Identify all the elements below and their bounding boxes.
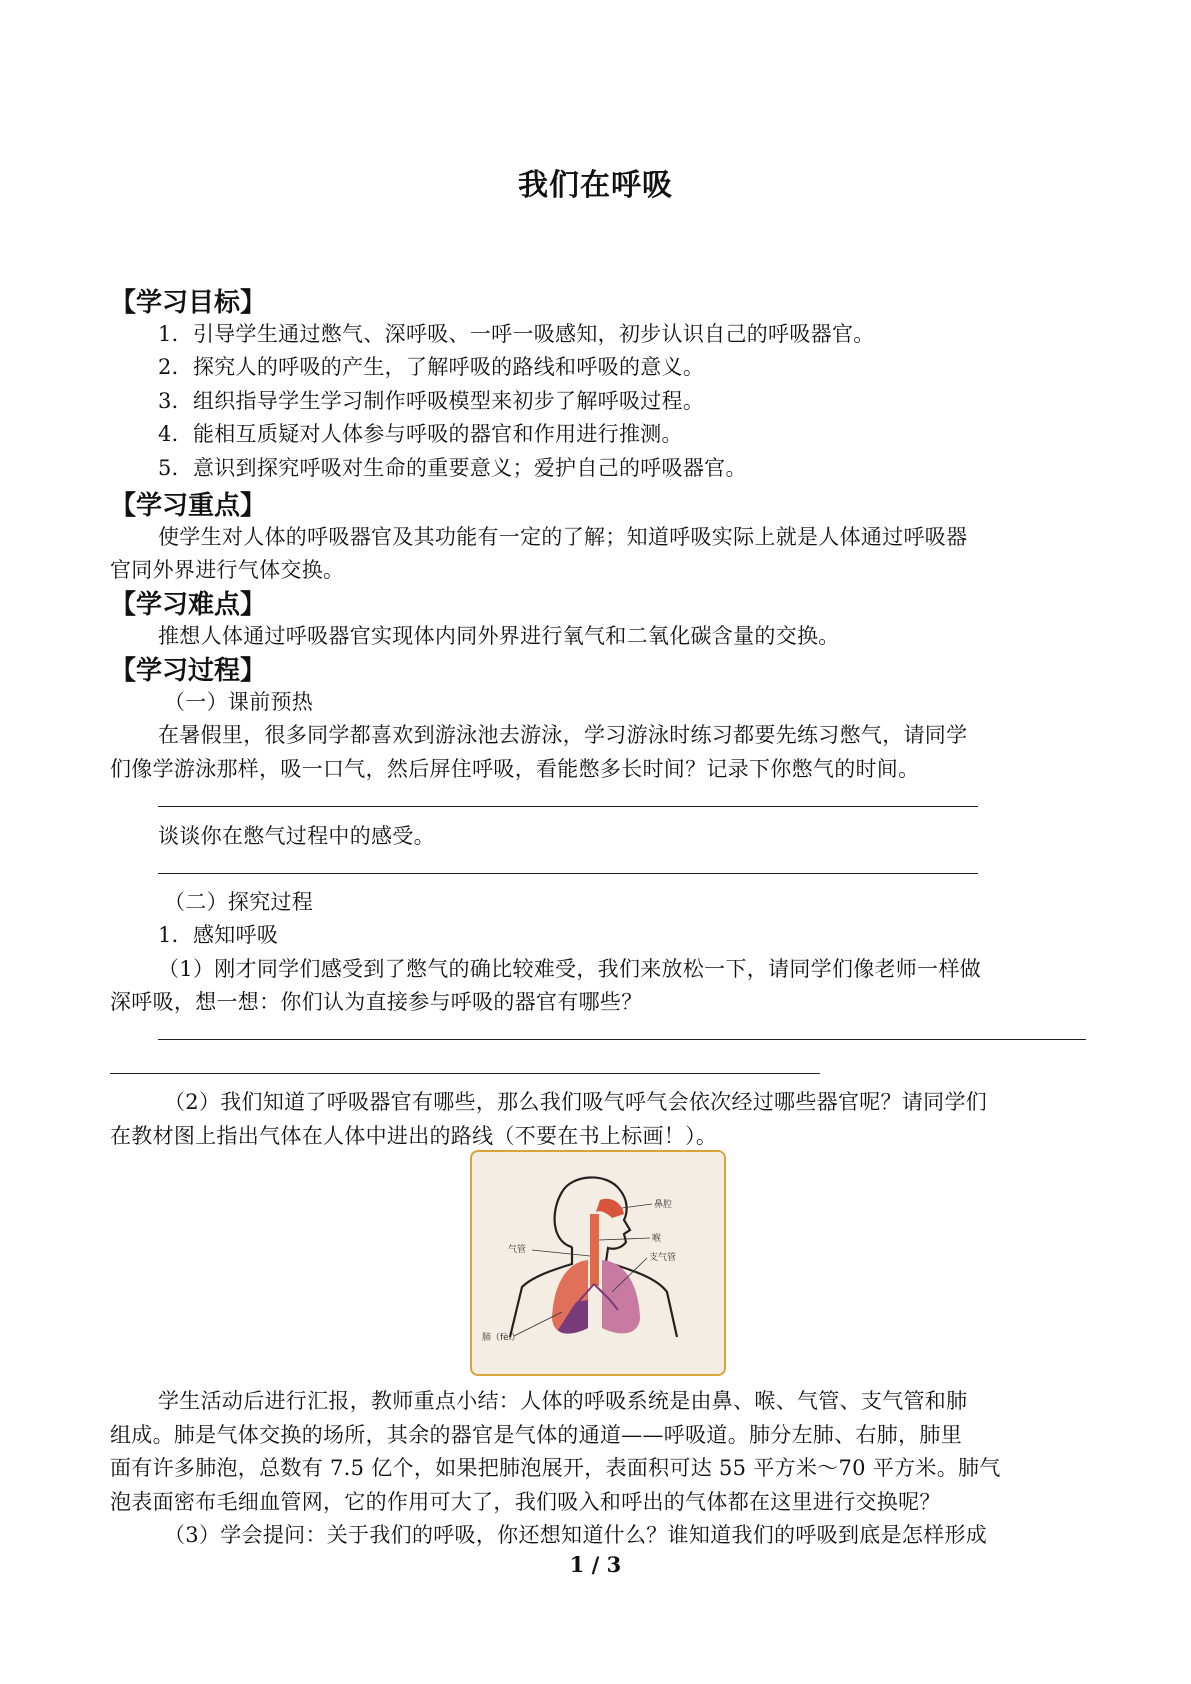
answer-line: [158, 806, 978, 807]
summary-text: 泡表面密布毛细血管网，它的作用可大了，我们吸入和呼出的气体都在这里进行交换呢？: [110, 1490, 941, 1514]
goal-item: 2．探究人的呼吸的产生，了解呼吸的路线和呼吸的意义。: [158, 355, 705, 379]
answer-line: [110, 1073, 820, 1074]
question-3-text: （3）学会提问：关于我们的呼吸，你还想知道什么？谁知道我们的呼吸到底是怎样形成: [164, 1523, 988, 1547]
goal-item: 5．意识到探究呼吸对生命的重要意义；爱护自己的呼吸器官。: [158, 456, 747, 480]
sense-title: 1．感知呼吸: [158, 923, 279, 947]
section-heading-goals: 【学习目标】: [110, 288, 267, 318]
section-heading-difficulties: 【学习难点】: [110, 590, 267, 620]
question-2-text: （2）我们知道了呼吸器官有哪些，那么我们吸气呼气会依次经过哪些器官呢？请同学们: [164, 1090, 988, 1114]
preview-text: 在暑假里，很多同学都喜欢到游泳池去游泳，学习游泳时练习都要先练习憋气，请同学: [158, 723, 968, 747]
leader-line: [532, 1250, 590, 1256]
preview-title: （一）课前预热: [164, 690, 314, 714]
question-2-text: 在教材图上指出气体在人体中进出的路线（不要在书上标画！）。: [110, 1124, 718, 1148]
label-bronchus: 支气管: [649, 1253, 677, 1263]
goal-item: 3．组织指导学生学习制作呼吸模型来初步了解呼吸过程。: [158, 389, 705, 413]
summary-text: 组成。肺是气体交换的场所，其余的器官是气体的通道——呼吸道。肺分左肺、右肺，肺里: [110, 1423, 962, 1447]
answer-line: [158, 1039, 1086, 1040]
trachea-shape: [590, 1214, 599, 1286]
label-throat: 喉: [652, 1234, 662, 1244]
label-nasal-cavity: 鼻腔: [654, 1200, 673, 1210]
goal-item: 1．引导学生通过憋气、深呼吸、一呼一吸感知，初步认识自己的呼吸器官。: [158, 322, 875, 346]
label-trachea: 气管: [508, 1245, 527, 1255]
answer-line: [158, 873, 978, 874]
respiratory-system-figure: [470, 1150, 726, 1376]
key-points-text: 使学生对人体的呼吸器官及其功能有一定的了解；知道呼吸实际上就是人体通过呼吸器: [158, 525, 968, 549]
explore-title: （二）探究过程: [164, 890, 314, 914]
goal-item: 4．能相互质疑对人体参与呼吸的器官和作用进行推测。: [158, 422, 683, 446]
feel-prompt: 谈谈你在憋气过程中的感受。: [158, 824, 435, 848]
section-heading-process: 【学习过程】: [110, 656, 267, 686]
section-heading-key-points: 【学习重点】: [110, 491, 267, 521]
respiratory-diagram: [472, 1152, 724, 1374]
difficulties-text: 推想人体通过呼吸器官实现体内同外界进行氧气和二氧化碳含量的交换。: [158, 624, 840, 648]
key-points-text: 官同外界进行气体交换。: [110, 558, 345, 582]
question-1-text: 深呼吸，想一想：你们认为直接参与呼吸的器官有哪些？: [110, 990, 643, 1014]
preview-text: 们像学游泳那样，吸一口气，然后屏住呼吸，看能憋多长时间？记录下你憋气的时间。: [110, 757, 920, 781]
summary-text: 学生活动后进行汇报，教师重点小结：人体的呼吸系统是由鼻、喉、气管、支气管和肺: [158, 1389, 968, 1413]
question-1-text: （1）刚才同学们感受到了憋气的确比较难受，我们来放松一下，请同学们像老师一样做: [158, 957, 982, 981]
page-number: 1 / 3: [569, 1552, 622, 1577]
page-title: 我们在呼吸: [518, 168, 673, 203]
nasal-cavity-shape: [596, 1199, 624, 1218]
summary-text: 面有许多肺泡，总数有 7.5 亿个，如果把肺泡展开，表面积可达 55 平方米～70 平方米。肺气: [110, 1456, 1001, 1480]
label-lung: 肺（fèi）: [482, 1333, 521, 1343]
